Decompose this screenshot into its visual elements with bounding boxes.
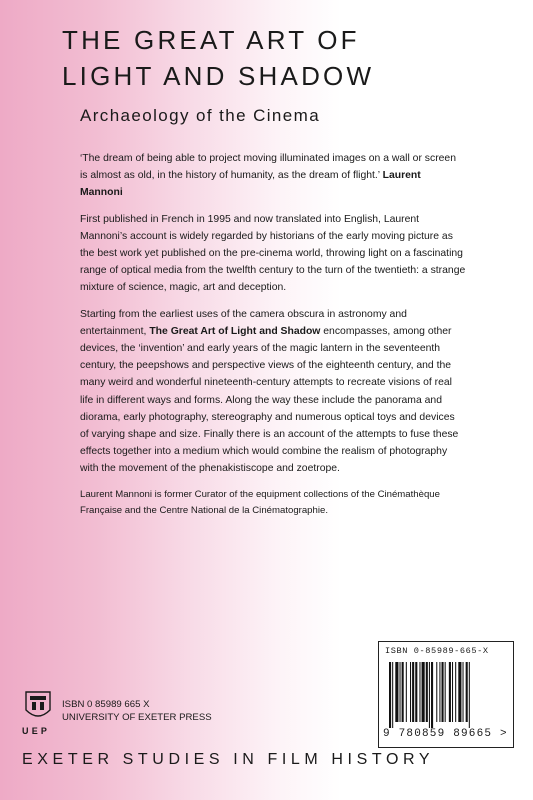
quote-paragraph [80, 150, 466, 202]
barcode-bars-icon [389, 662, 503, 728]
barcode-bar [415, 662, 417, 722]
barcode-bar [455, 662, 456, 722]
publisher-logo-text: UEP [22, 726, 51, 736]
barcode [378, 641, 514, 748]
blurb [80, 150, 466, 528]
barcode-bar [445, 662, 446, 722]
publisher-info [62, 699, 212, 724]
description-paragraph-2 [80, 306, 466, 478]
barcode-bar [406, 662, 407, 722]
barcode-digits: 9 780859 89665 > [383, 728, 508, 740]
series-title: EXETER STUDIES IN FILM HISTORY [22, 751, 435, 768]
barcode-bar [429, 662, 430, 728]
title-line-2: LIGHT AND SHADOW [62, 61, 375, 91]
barcode-bar [469, 662, 470, 728]
barcode-bar [402, 662, 404, 722]
book-title [62, 22, 522, 94]
quote: ‘The dream of being able to project moving illuminated images on a wall or screen is almost as old, in the history of humanity, as the dream of flight.’ [80, 153, 456, 182]
barcode-bar [436, 662, 437, 722]
barcode-bar [389, 662, 391, 728]
quote-author: Laurent Mannoni [80, 170, 421, 199]
publisher-logo-icon [24, 690, 52, 722]
barcode-bar [400, 662, 401, 722]
barcode-bar [431, 662, 433, 728]
author-bio: Laurent Mannoni is former Curator of the equipment collections of the Cinémathèque Française and the Centre National de la Cinématographie. [80, 488, 440, 516]
barcode-bar [422, 662, 425, 722]
barcode-bar [426, 662, 428, 722]
publisher-isbn: ISBN 0 85989 665 X [62, 699, 150, 710]
barcode-bar [395, 662, 398, 722]
book-subtitle: Archaeology of the Cinema [80, 106, 321, 125]
barcode-bar [410, 662, 411, 722]
barcode-bar [452, 662, 453, 722]
publisher-name: UNIVERSITY OF EXETER PRESS [62, 711, 212, 723]
para2-book-title: The Great Art of Light and Shadow [149, 325, 321, 337]
para2-end: encompasses, among other devices, the ‘invention’ and early years of the magic lantern in the seventeenth century, the peepshows and perspective views of the eighteenth century, and the many weird and wonderful nineteenth-century attempts to recreate visions of real life in different ways and forms. Along the way these include the panorama and diorama, early photography, stereography and numerous optical toys and devices of varying shape and size. Finally there is an account of the attempts to fuse these effects together into a medium which would combine the realism of photography with the movement of the phenakistiscope and zoetrope. [80, 325, 459, 475]
description-paragraph-1: First published in French in 1995 and now translated into English, Laurent Mannoni’s account is widely regarded by historians of the early moving picture as the best work yet published on the pre-cinema world, throwing light on a fascinating range of optical media from the twelfth century to the turn of the twentieth: a strange mixture of science, magic, art and deception. [80, 213, 466, 294]
barcode-bar [439, 662, 440, 722]
para2-start: Starting from the earliest uses of the camera obscura in astronomy and entertainment, [80, 308, 407, 337]
barcode-bar [442, 662, 444, 722]
barcode-bar [449, 662, 451, 722]
barcode-bar [458, 662, 461, 722]
barcode-bar [412, 662, 414, 722]
title-line-1: THE GREAT ART OF [62, 25, 360, 55]
barcode-bar [392, 662, 393, 728]
barcode-bar [463, 662, 464, 722]
barcode-bar [419, 662, 420, 722]
barcode-isbn-label: ISBN 0-85989-665-X [385, 646, 489, 656]
barcode-bar [466, 662, 468, 722]
